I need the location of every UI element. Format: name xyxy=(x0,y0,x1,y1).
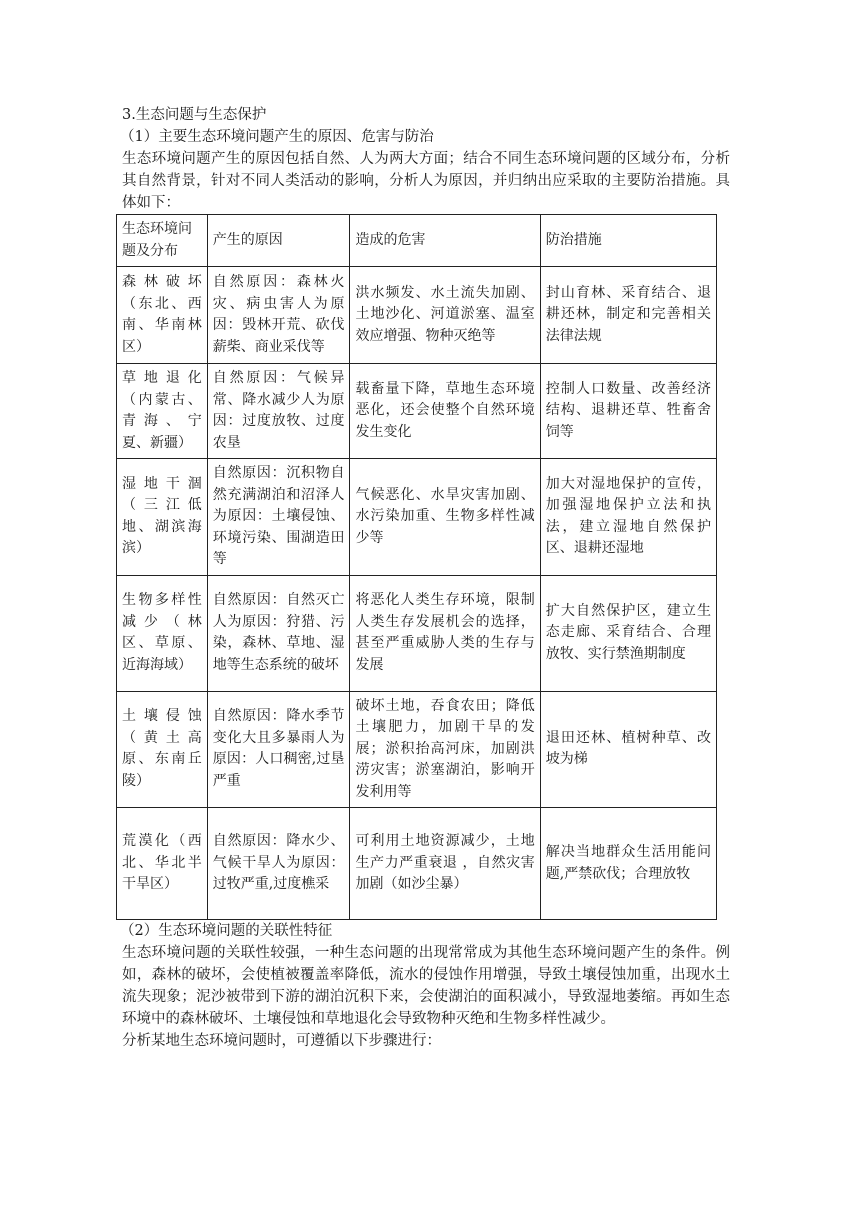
header-measure: 防治措施 xyxy=(540,215,716,267)
subsection-2-heading: （2）生态环境问题的关联性特征 xyxy=(120,923,333,939)
cell-problem: 荒漠化（西北、华北半干旱区） xyxy=(117,808,208,920)
cell-problem: 森林破坏（东北、西南、华南林区） xyxy=(117,267,208,364)
relation-paragraph: 生态环境问题的关联性较强，一种生态问题的出现常常成为其他生态环境问题产生的条件。例如，森林的破坏，会使植被覆盖率降低，流水的侵蚀作用增强，导致土壤侵蚀加重，出现水土流失现象；泥沙被带到下游的湖泊沉积下来，会使湖泊的面积减小，导致湿地萎缩。再如生态环境中的森林破坏、土壤侵蚀和草地退化会导致物种灭绝和生物多样性减少。 xyxy=(122,945,730,1027)
document-page xyxy=(122,104,730,1052)
cell-cause: 自然原因：降水季节变化大且多暴雨人为原因：人口稠密,过垦严重 xyxy=(207,691,350,808)
table-row xyxy=(117,459,717,576)
cell-measure: 控制人口数量、改善经济结构、退耕还草、牲畜舍饲等 xyxy=(540,364,716,459)
header-problem: 生态环境问题及分布 xyxy=(117,215,208,267)
section-title: 3.生态问题与生态保护 xyxy=(122,107,267,123)
cell-measure: 扩大自然保护区，建立生态走廊、采育结合、合理放牧、实行禁渔期制度 xyxy=(540,575,716,691)
cell-harm: 将恶化人类生存环境，限制人类生存发展机会的选择，甚至严重威胁人类的生存与发展 xyxy=(350,575,540,691)
cell-problem: 草地退化（内蒙古、青海、宁夏、新疆） xyxy=(117,364,208,459)
header-harm: 造成的危害 xyxy=(350,215,540,267)
cell-cause: 自然原因：气候异常、降水减少人为原因：过度放牧、过度农垦 xyxy=(207,364,350,459)
table-header-row xyxy=(117,215,717,267)
table-row xyxy=(117,364,717,459)
eco-problems-table xyxy=(116,214,717,920)
steps-intro: 分析某地生态环境问题时，可遵循以下步骤进行： xyxy=(122,1033,441,1049)
table-row xyxy=(117,267,717,364)
cell-measure: 解决当地群众生活用能问题,严禁砍伐；合理放牧 xyxy=(540,808,716,920)
cell-harm: 洪水频发、水土流失加剧、土地沙化、河道淤塞、温室效应增强、物种灭绝等 xyxy=(350,267,540,364)
subsection-1-heading: （1）主要生态环境问题产生的原因、危害与防治 xyxy=(120,129,434,145)
cell-measure: 封山育林、采育结合、退耕还林，制定和完善相关法律法规 xyxy=(540,267,716,364)
table-row xyxy=(117,691,717,808)
cell-measure: 加大对湿地保护的宣传，加强湿地保护立法和执法，建立湿地自然保护区、退耕还湿地 xyxy=(540,459,716,576)
cell-problem: 生物多样性减少（林区、草原、近海海域） xyxy=(117,575,208,691)
intro-paragraph: 生态环境问题产生的原因包括自然、人为两大方面；结合不同生态环境问题的区域分布，分析其自然背景，针对不同人类活动的影响，分析人为原因，并归纳出应采取的主要防治措施。具体如下： xyxy=(122,151,730,211)
cell-cause: 自然原因：森林火灾、病虫害人为原因：毁林开荒、砍伐薪柴、商业采伐等 xyxy=(207,267,350,364)
cell-cause: 自然原因：沉积物自然充满湖泊和沼泽人为原因：土壤侵蚀、环境污染、围湖造田等 xyxy=(207,459,350,576)
header-cause: 产生的原因 xyxy=(207,215,350,267)
cell-cause: 自然原因：自然灭亡人为原因：狩猎、污染，森林、草地、湿地等生态系统的破坏 xyxy=(207,575,350,691)
cell-cause: 自然原因：降水少、气候干旱人为原因：过牧严重,过度樵采 xyxy=(207,808,350,920)
cell-harm: 破坏土地，吞食农田；降低土壤肥力，加剧干旱的发展；淤积抬高河床，加剧洪涝灾害；淤塞湖泊，影响开发利用等 xyxy=(350,691,540,808)
table-row xyxy=(117,808,717,920)
cell-harm: 可利用土地资源减少，土地生产力严重衰退 ，自然灾害加剧（如沙尘暴） xyxy=(350,808,540,920)
table-row xyxy=(117,575,717,691)
cell-problem: 湿地干涸（三江低地、湖滨海滨） xyxy=(117,459,208,576)
cell-harm: 气候恶化、水旱灾害加剧、水污染加重、生物多样性减少等 xyxy=(350,459,540,576)
cell-measure: 退田还林、植树种草、改坡为梯 xyxy=(540,691,716,808)
cell-problem: 土壤侵蚀（黄土高原、东南丘陵） xyxy=(117,691,208,808)
cell-harm: 载畜量下降，草地生态环境恶化，还会使整个自然环境发生变化 xyxy=(350,364,540,459)
